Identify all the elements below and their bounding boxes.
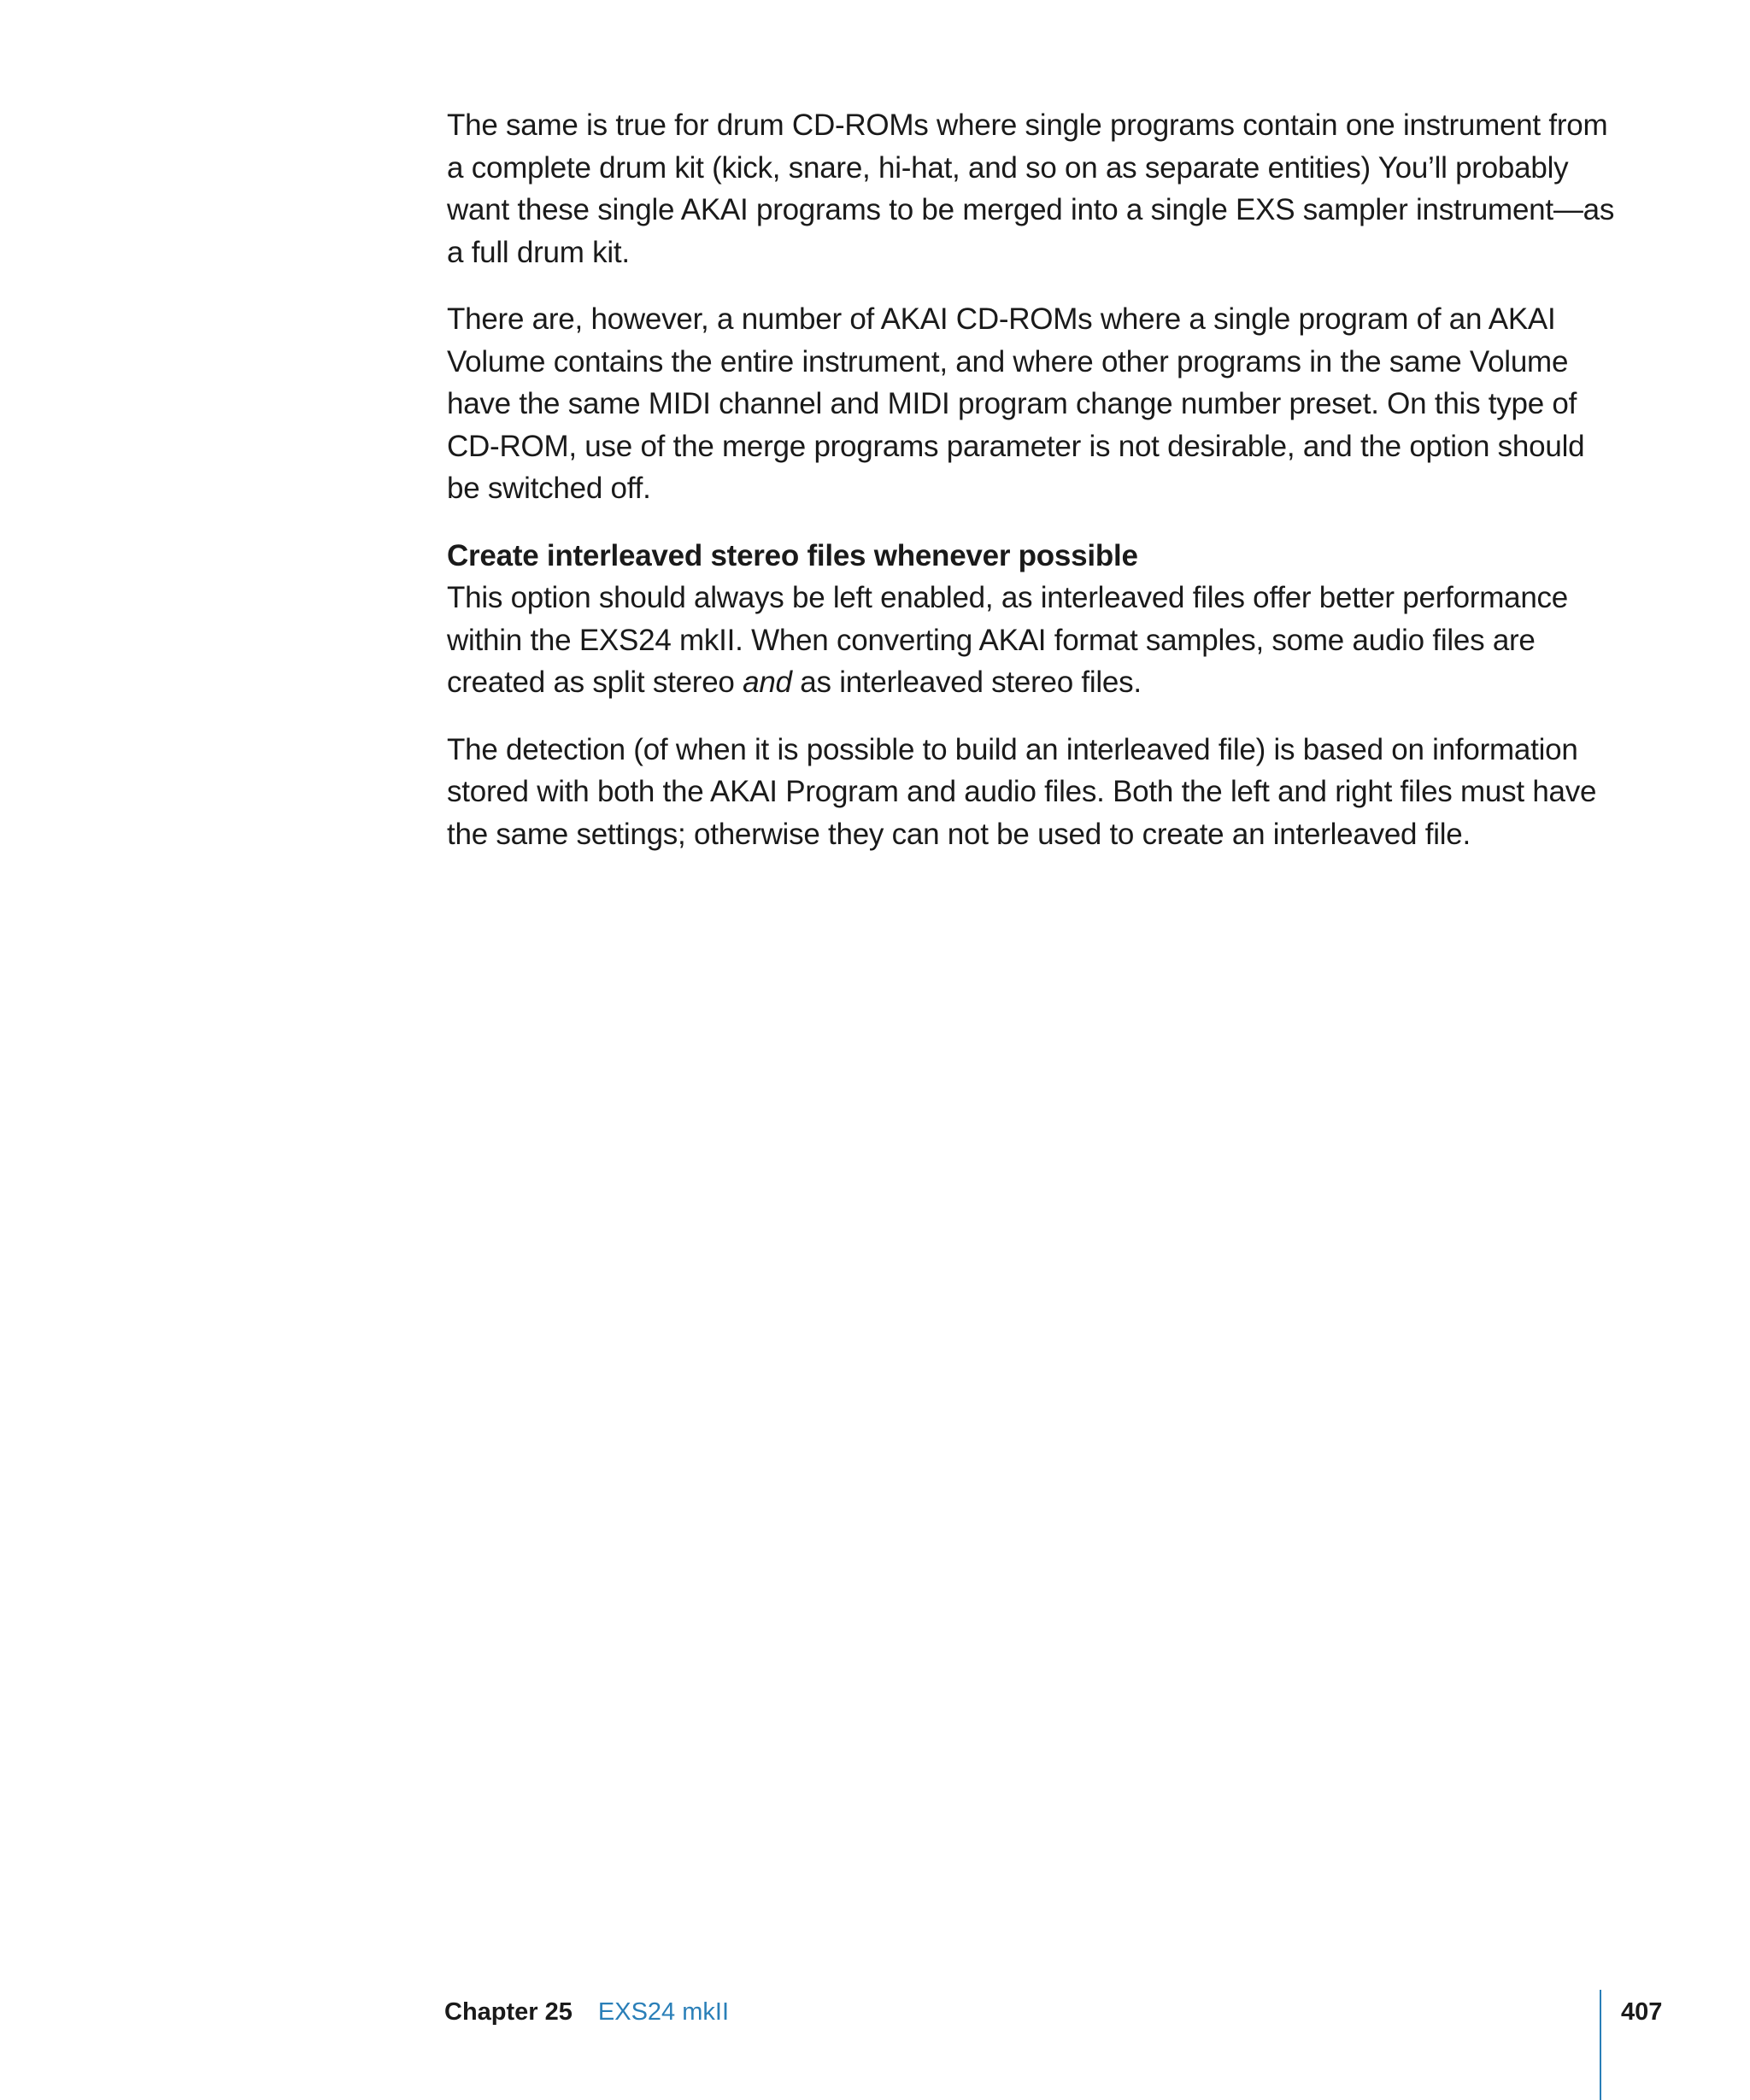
paragraph-text: as interleaved stereo files.: [791, 666, 1142, 699]
paragraph-interleaved-option: [447, 577, 1618, 704]
paragraph-single-program-volumes: There are, however, a number of AKAI CD-ROMs where a single program of an AKAI Volume contains the entire instrument, and where other programs in the same Volume have the same MIDI channel and MIDI program change number preset. On this type of CD-ROM, use of the merge programs parameter is not desirable, and the option should be switched off.: [447, 302, 1585, 505]
paragraph-drum-cdroms: The same is true for drum CD-ROMs where single programs contain one instrument from a complete drum kit (kick, snare, hi-hat, and so on as separate entities) You’ll probably want these single AKAI programs to be merged into a single EXS sampler instrument—as a full drum kit.: [447, 109, 1615, 269]
page-number: 407: [1621, 1998, 1663, 2026]
paragraph-detection: The detection (of when it is possible to build an interleaved file) is based on information stored with both the AKAI Program and audio files. Both the left and right files must have the same settings; otherwise they can not be used to create an interleaved file.: [447, 732, 1597, 851]
chapter-title: EXS24 mkII: [597, 1998, 730, 2026]
page-footer: [444, 1997, 729, 2027]
footer-divider: [1600, 1990, 1601, 2100]
page-body: [447, 104, 1618, 855]
paragraph-text: This option should always be left enabled, as interleaved files offer better performance within the EXS24 mkII. When converting AKAI format samples, some audio files are created as split stereo: [447, 581, 1569, 699]
chapter-label: Chapter 25: [444, 1998, 573, 2026]
section-heading: Create interleaved stereo files whenever possible: [447, 538, 1138, 572]
emphasis-text: and: [743, 666, 792, 699]
